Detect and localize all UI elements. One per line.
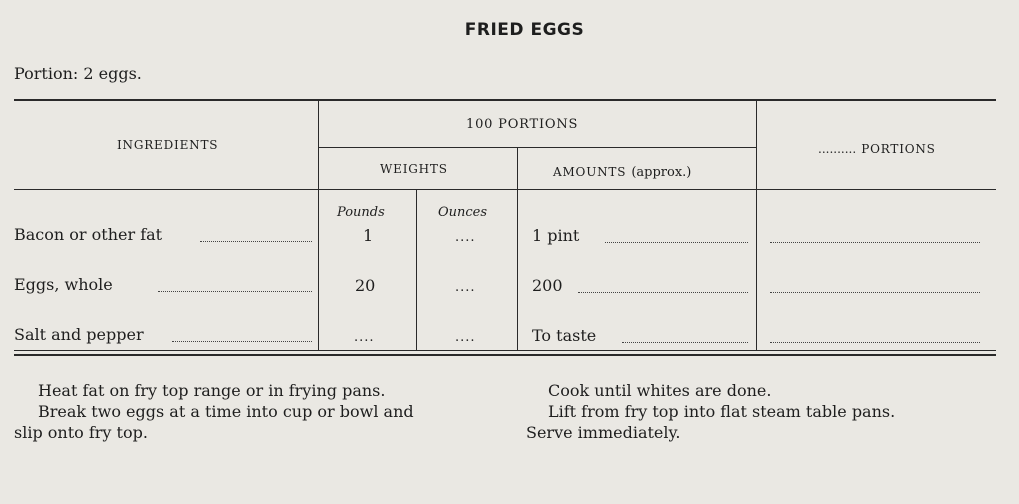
hundred-portions-rule (318, 147, 756, 148)
table-top-rule (14, 99, 996, 101)
pounds-salt-pepper: .... (354, 330, 375, 345)
leader-dots (770, 342, 980, 343)
portions-blank: .......... (818, 142, 857, 156)
ounces-subheader: Ounces (438, 205, 488, 220)
portions-label: PORTIONS (861, 142, 936, 156)
ingredients-header: INGREDIENTS (117, 138, 219, 152)
header-bottom-rule (14, 189, 996, 190)
leader-dots (770, 292, 980, 293)
amount-eggs: 200 (532, 276, 563, 295)
instruction-right-2: Lift from fry top into flat steam table pans. (548, 402, 896, 421)
pounds-bacon: 1 (363, 226, 374, 245)
column-divider-portions (756, 101, 757, 350)
leader-dots (172, 341, 312, 342)
amounts-header (553, 161, 691, 180)
leader-dots (158, 291, 312, 292)
weights-header: WEIGHTS (380, 162, 448, 176)
instruction-right-3: Serve immediately. (526, 423, 681, 442)
amounts-approx-note: (approx.) (631, 165, 692, 180)
amount-salt-pepper: To taste (532, 326, 597, 345)
instruction-left-3: slip onto fry top. (14, 423, 148, 442)
instruction-right-1: Cook until whites are done. (548, 381, 772, 400)
ingredient-bacon: Bacon or other fat (14, 225, 163, 244)
column-divider-pounds-ounces (416, 190, 417, 350)
leader-dots (605, 242, 748, 243)
leader-dots (622, 342, 748, 343)
hundred-portions-header: 100 PORTIONS (466, 117, 579, 132)
ingredient-eggs: Eggs, whole (14, 275, 113, 294)
instruction-left-1: Heat fat on fry top range or in frying pans. (38, 381, 386, 400)
leader-dots (578, 292, 748, 293)
portion-note: Portion: 2 eggs. (14, 64, 142, 83)
ingredient-salt-pepper: Salt and pepper (14, 325, 144, 344)
amounts-label: AMOUNTS (553, 165, 627, 179)
table-bottom-rule-2 (14, 354, 996, 356)
ounces-eggs: .... (455, 280, 476, 295)
ounces-bacon: .... (455, 230, 476, 245)
leader-dots (770, 242, 980, 243)
table-bottom-rule-1 (14, 350, 996, 351)
pounds-eggs: 20 (355, 276, 376, 295)
instruction-left-2: Break two eggs at a time into cup or bowl and (38, 402, 414, 421)
portions-header (818, 138, 936, 157)
column-divider-ingredients (318, 101, 319, 350)
ounces-salt-pepper: .... (455, 330, 476, 345)
pounds-subheader: Pounds (337, 205, 385, 220)
column-divider-weights-amounts (517, 147, 518, 350)
amount-bacon: 1 pint (532, 226, 580, 245)
leader-dots (200, 241, 312, 242)
recipe-title: FRIED EGGS (464, 20, 585, 40)
